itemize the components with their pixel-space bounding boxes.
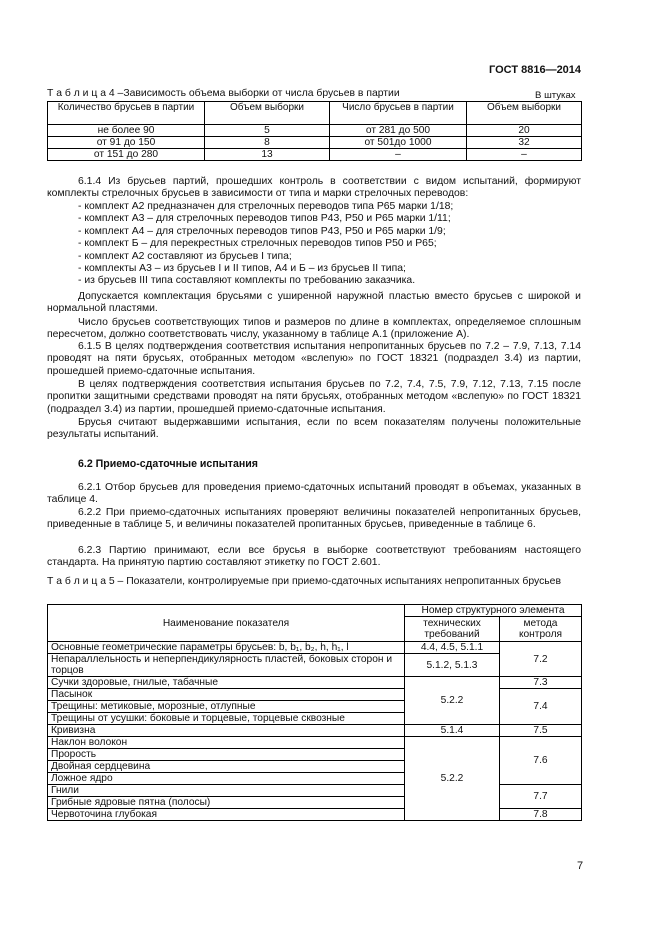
table4-cell: 5 <box>205 125 330 137</box>
paragraph-6-1-4: 6.1.4 Из брусьев партий, прошедших контроль в соответствии с видом испытаний, формируют комплекты стрелочных брусьев в зависимости от типа и марки стрелочных переводов: <box>47 176 581 200</box>
table5-cell: 5.2.2 <box>405 737 500 821</box>
list <box>78 201 578 288</box>
table4-cell: 8 <box>205 137 330 149</box>
paragraph-allow: Допускается комплектация брусьями с уширенной наружной пластью вместо брусьев с широкой и нормальной пластями. <box>47 291 581 315</box>
list-item: - из брусьев III типа составляют комплекты по требованию заказчика. <box>78 275 416 287</box>
table4-cell: от 151 до 280 <box>48 149 205 161</box>
table5-cell: 4.4, 4.5, 5.1.1 <box>405 642 500 654</box>
table4-header-cell: Количество брусьев в партии <box>48 102 205 125</box>
table4-cell: от 501до 1000 <box>330 137 467 149</box>
table-row <box>48 125 582 137</box>
table-row <box>48 677 582 689</box>
paragraph-count: Число брусьев соответствующих типов и размеров по длине в комплектах, определяемое сплошным пересчетом, должно соответствовать числу, указанному в таблице А.1 (приложение А). <box>47 317 581 341</box>
table4-cell: от 281 до 500 <box>330 125 467 137</box>
table4-cell: 13 <box>205 149 330 161</box>
table-row <box>48 642 582 654</box>
table5-cell: 7.6 <box>500 737 582 785</box>
document-id: ГОСТ 8816—2014 <box>489 64 582 76</box>
page-number: 7 <box>577 860 584 872</box>
paragraph-6-1-5b: В целях подтверждения соответствия испытания брусьев по 7.2, 7.4, 7.5, 7.9, 7.12, 7.13, 7.15 после пропитки защитными средствами проводят на пяти брусьях, отобранных методом «вслепую» по ГОСТ 18321 (подраздел 3.4) из партии, прошедшей приемо-сдаточные испытания. <box>47 379 581 415</box>
table5-cell: 5.1.2, 5.1.3 <box>405 654 500 677</box>
paragraph-pass: Брусья считают выдержавшими испытания, если по всем показателям получены положительные результаты испытаний. <box>47 417 581 441</box>
table5-cell: 5.2.2 <box>405 677 500 725</box>
table5-cell: 7.7 <box>500 785 582 809</box>
list-item: - комплект А3 – для стрелочных переводов типов Р43, Р50 и Р65 марки 1/11; <box>78 213 451 225</box>
table-row <box>48 149 582 161</box>
table4-cell: – <box>330 149 467 161</box>
table5-cell: Червоточина глубокая <box>48 809 405 821</box>
table5-cell: Наклон волокон <box>48 737 405 749</box>
table5-header-group: Номер структурного элемента <box>405 605 582 617</box>
table5-cell: Кривизна <box>48 725 405 737</box>
table4-header-cell: Число брусьев в партии <box>330 102 467 125</box>
table5-cell: Трещины от усушки: боковые и торцевые, торцевые сквозные <box>48 713 405 725</box>
table5-cell: Непараллельность и неперпендикулярность пластей, боковых сторон и торцов <box>48 654 405 677</box>
table-row <box>48 137 582 149</box>
table4-cell: 32 <box>467 137 582 149</box>
paragraph-6-1-5: 6.1.5 В целях подтверждения соответствия испытания непропитанных брусьев по 7.2 – 7.9, 7.13, 7.14 проводят на пяти брусьях, отобранных методом «вслепую» по ГОСТ 18321 (подраздел 3.4) из партии, прошедшей приемо-сдаточные испытания. <box>47 341 581 377</box>
list-item: - комплект Б – для перекрестных стрелочных переводов типов Р50 и Р65; <box>78 238 437 250</box>
table4 <box>47 101 582 161</box>
table5-caption: Т а б л и ц а 5 – Показатели, контролируемые при приемо-сдаточных испытаниях непропитанных брусьев <box>47 576 561 587</box>
table5-cell: 7.4 <box>500 689 582 725</box>
paragraph-6-2-2: 6.2.2 При приемо-сдаточных испытаниях проверяют величины показателей непропитанных брусьев, приведенные в таблице 5, и величины показателей пропитанных брусьев, приведенные в таблице 6. <box>47 507 581 531</box>
paragraph-6-2-3: 6.2.3 Партию принимают, если все брусья в выборке соответствуют требованиям настоящего стандарта. На принятую партию составляют этикетку по ГОСТ 2.601. <box>47 545 581 569</box>
table-row <box>48 785 582 797</box>
list-item: - комплект А2 составляют из брусьев I типа; <box>78 250 292 262</box>
table5-cell: 5.1.4 <box>405 725 500 737</box>
table5-cell: 7.8 <box>500 809 582 821</box>
paragraph-6-2-1: 6.2.1 Отбор брусьев для проведения приемо-сдаточных испытаний проводят в объемах, указанных в таблице 4. <box>47 482 581 506</box>
table5-cell: Сучки здоровые, гнилые, табачные <box>48 677 405 689</box>
table4-unit-note: В штуках <box>535 90 576 101</box>
table-row <box>48 689 582 701</box>
table-row <box>48 737 582 749</box>
table4-cell: 20 <box>467 125 582 137</box>
table5-cell: 7.2 <box>500 642 582 677</box>
table5-header-tech: технических требований <box>405 617 500 642</box>
table5-header-method: метода контроля <box>500 617 582 642</box>
list-item: - комплекты А3 – из брусьев I и II типов, А4 и Б – из брусьев II типа; <box>78 263 406 275</box>
table-row <box>48 809 582 821</box>
list-item: - комплект А2 предназначен для стрелочных переводов типа Р65 марки 1/18; <box>78 201 454 212</box>
table5-cell: Прорость <box>48 749 405 761</box>
table5 <box>47 604 582 821</box>
table4-caption: Т а б л и ц а 4 –Зависимость объема выборки от числа брусьев в партии <box>47 88 400 99</box>
table5-header-name: Наименование показателя <box>48 605 405 642</box>
table5-cell: Основные геометрические параметры брусьев: b, b₁, b₂, h, h₁, l <box>48 642 405 654</box>
table4-header-cell: Объем выборки <box>205 102 330 125</box>
table5-cell: Трещины: метиковые, морозные, отлупные <box>48 701 405 713</box>
table5-cell: Гнили <box>48 785 405 797</box>
table5-cell: Двойная сердцевина <box>48 761 405 773</box>
section-heading: 6.2 Приемо-сдаточные испытания <box>78 458 258 470</box>
table5-cell: 7.3 <box>500 677 582 689</box>
table5-cell: Пасынок <box>48 689 405 701</box>
table-row <box>48 725 582 737</box>
table4-cell: от 91 до 150 <box>48 137 205 149</box>
table5-cell: Ложное ядро <box>48 773 405 785</box>
table4-cell: не более 90 <box>48 125 205 137</box>
table5-cell: Грибные ядровые пятна (полосы) <box>48 797 405 809</box>
table5-cell: 7.5 <box>500 725 582 737</box>
list-item: - комплект А4 – для стрелочных переводов типов Р43, Р50 и Р65 марки 1/9; <box>78 225 446 237</box>
table4-header-cell: Объем выборки <box>467 102 582 125</box>
table4-cell: – <box>467 149 582 161</box>
